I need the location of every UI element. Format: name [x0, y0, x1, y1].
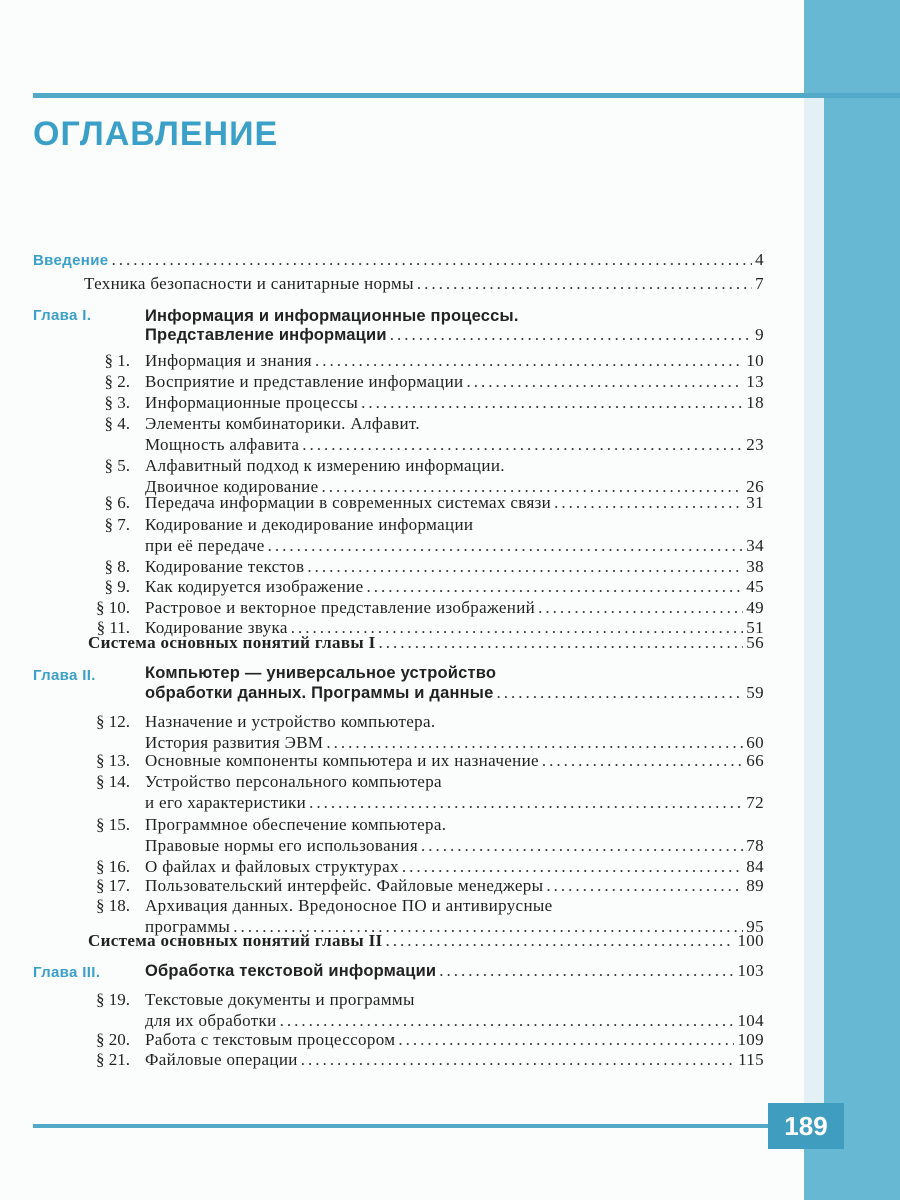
page-ref: 31: [746, 493, 764, 512]
section-title-line: Кодирование текстов: [145, 557, 305, 576]
page-ref: 23: [746, 435, 764, 454]
page-ref: 56: [746, 633, 764, 652]
section-number: § 16.: [96, 857, 130, 876]
page-ref: 7: [755, 274, 764, 293]
page-ref: 103: [737, 961, 764, 980]
leader-dots: [417, 273, 752, 295]
leader-dots: [439, 960, 734, 982]
leader-dots: [390, 324, 752, 346]
toc-entry-chapter-2[interactable]: [145, 682, 764, 704]
section-title-line: Мощность алфавита: [145, 435, 300, 454]
leader-dots: [467, 371, 744, 393]
page-ref: 51: [746, 618, 764, 637]
section-title-line: Пользовательский интерфейс. Файловые менеджеры: [145, 876, 544, 895]
entry-title: Система основных понятий главы II: [88, 931, 383, 950]
page-edge-strip: [804, 0, 900, 1200]
page-ref: 4: [755, 250, 764, 269]
page-ref: 84: [746, 857, 764, 876]
section-number: § 12.: [96, 712, 130, 731]
page-ref: 115: [738, 1050, 764, 1069]
page-ref: 38: [746, 557, 764, 576]
section-title-line: и его характеристики: [145, 793, 307, 812]
leader-dots: [309, 792, 743, 814]
toc-entry-section[interactable]: [145, 792, 764, 814]
toc-entry-section[interactable]: [145, 392, 764, 414]
toc-entry-chapter-1-summary[interactable]: [88, 632, 764, 654]
page-ref: 10: [746, 351, 764, 370]
section-title-line: Файловые операции: [145, 1050, 298, 1069]
page-ref: 34: [746, 536, 764, 555]
section-number: § 19.: [96, 990, 130, 1009]
entry-title: Система основных понятий главы I: [88, 633, 376, 652]
page-ref: 95: [746, 917, 764, 936]
toc-entry-section[interactable]: [145, 556, 764, 578]
leader-dots: [302, 434, 743, 456]
section-title-line: Информация и знания: [145, 351, 312, 370]
leader-dots: [301, 1049, 735, 1071]
page-ref: 104: [737, 1011, 764, 1030]
page-ref: 78: [746, 836, 764, 855]
section-number: § 11.: [96, 618, 130, 637]
chapter-3-label: Глава III.: [33, 964, 101, 981]
section-title-line[interactable]: Программное обеспечение компьютера.: [145, 815, 447, 834]
section-title-line[interactable]: Алфавитный подход к измерению информации.: [145, 456, 505, 475]
section-number: § 1.: [104, 351, 130, 370]
leader-dots: [307, 556, 743, 578]
section-title-line[interactable]: Кодирование и декодирование информации: [145, 515, 474, 534]
section-title-line: Передача информации в современных системах связи: [145, 493, 552, 512]
entry-title: Техника безопасности и санитарные нормы: [84, 274, 414, 293]
section-title-line: О файлах и файловых структурах: [145, 857, 399, 876]
page-ref: 100: [737, 931, 764, 950]
page-ref: 9: [755, 325, 764, 344]
page-ref: 72: [746, 793, 764, 812]
section-title-line: Информационные процессы: [145, 393, 359, 412]
section-number: § 21.: [96, 1050, 130, 1069]
section-title-line: История развития ЭВМ: [145, 733, 324, 752]
chapter-2-title-line1[interactable]: Компьютер — универсальное устройство: [145, 664, 497, 682]
toc-entry-section[interactable]: [145, 1049, 764, 1071]
section-title-line[interactable]: Элементы комбинаторики. Алфавит.: [145, 414, 421, 433]
intro-label: Введение: [33, 252, 109, 269]
leader-dots: [268, 535, 744, 557]
page-ref: 109: [737, 1030, 764, 1049]
leader-dots: [315, 350, 743, 372]
section-number: § 20.: [96, 1030, 130, 1049]
section-title-line: Работа с текстовым процессором: [145, 1030, 396, 1049]
toc-entry-section[interactable]: [145, 1029, 764, 1051]
chapter-3-title-line1: Обработка текстовой информации: [145, 962, 437, 980]
section-number: § 2.: [104, 372, 130, 391]
leader-dots: [496, 682, 743, 704]
page-number: 189: [768, 1103, 844, 1149]
leader-dots: [112, 249, 753, 271]
leader-dots: [538, 597, 743, 619]
section-number: § 4.: [104, 414, 130, 433]
page-ref: 45: [746, 577, 764, 596]
section-title-line: Как кодируется изображение: [145, 577, 364, 596]
toc-entry-chapter-3[interactable]: [145, 960, 764, 982]
toc-entry-section[interactable]: [145, 750, 764, 772]
chapter-1-title-line2: Представление информации: [145, 326, 387, 344]
section-number: § 6.: [104, 493, 130, 512]
section-title-line: Правовые нормы его использования: [145, 836, 419, 855]
section-number: § 10.: [96, 598, 130, 617]
page-ref: 49: [746, 598, 764, 617]
section-title-line: для их обработки: [145, 1011, 277, 1030]
page-ref: 59: [746, 683, 764, 702]
toc-entry-section[interactable]: [145, 434, 764, 456]
toc-entry-section[interactable]: [145, 350, 764, 372]
section-number: § 8.: [104, 557, 130, 576]
top-rule: [33, 93, 900, 98]
page-ref: 13: [746, 372, 764, 391]
leader-dots: [546, 875, 743, 897]
section-title-line: Растровое и векторное представление изображений: [145, 598, 536, 617]
section-title-line: Двоичное кодирование: [145, 477, 319, 496]
page-ref: 18: [746, 393, 764, 412]
toc-entry-chapter-2-summary[interactable]: [88, 930, 764, 952]
toc-entry-section[interactable]: [145, 597, 764, 619]
leader-dots: [367, 576, 744, 598]
section-number: § 18.: [96, 896, 130, 915]
toc-entry-intro[interactable]: [33, 249, 764, 271]
chapter-2-label: Глава II.: [33, 667, 96, 684]
section-title-line[interactable]: Устройство персонального компьютера: [145, 772, 442, 791]
leader-dots: [361, 392, 743, 414]
section-title-line: Восприятие и представление информации: [145, 372, 464, 391]
section-title-line: Основные компоненты компьютера и их назначение: [145, 751, 539, 770]
section-title-line[interactable]: Текстовые документы и программы: [145, 990, 415, 1009]
section-number: § 14.: [96, 772, 130, 791]
leader-dots: [398, 1029, 734, 1051]
section-title-line[interactable]: Архивация данных. Вредоносное ПО и антивирусные: [145, 896, 553, 915]
page-ref: 66: [746, 751, 764, 770]
section-number: § 7.: [104, 515, 130, 534]
bottom-rule: [33, 1124, 768, 1128]
page-title: ОГЛАВЛЕНИЕ: [33, 115, 279, 153]
page-ref: 26: [746, 477, 764, 496]
section-title-line: программы: [145, 917, 231, 936]
section-number: § 17.: [96, 876, 130, 895]
chapter-1-title-line1[interactable]: Информация и информационные процессы.: [145, 307, 519, 325]
section-title-line[interactable]: Назначение и устройство компьютера.: [145, 712, 436, 731]
section-title-line: при её передаче: [145, 536, 265, 555]
section-number: § 3.: [104, 393, 130, 412]
toc-entry-section[interactable]: [145, 875, 764, 897]
chapter-1-label: Глава I.: [33, 307, 92, 324]
toc-entry-section[interactable]: [145, 492, 764, 514]
section-title-line: Кодирование звука: [145, 618, 288, 637]
leader-dots: [379, 632, 744, 654]
page-edge-inner: [804, 96, 824, 1106]
leader-dots: [421, 835, 743, 857]
section-number: § 15.: [96, 815, 130, 834]
page-ref: 60: [746, 733, 764, 752]
toc-entry-section[interactable]: [145, 371, 764, 393]
toc-entry-chapter-1[interactable]: [145, 324, 764, 346]
chapter-2-title-line2: обработки данных. Программы и данные: [145, 684, 494, 702]
section-number: § 13.: [96, 751, 130, 770]
leader-dots: [554, 492, 743, 514]
toc-entry-safety[interactable]: [84, 273, 764, 295]
leader-dots: [542, 750, 743, 772]
page-ref: 89: [746, 876, 764, 895]
toc-entry-section[interactable]: [145, 576, 764, 598]
section-number: § 9.: [104, 577, 130, 596]
leader-dots: [386, 930, 735, 952]
toc-entry-section[interactable]: [145, 835, 764, 857]
section-number: § 5.: [104, 456, 130, 475]
toc-entry-section[interactable]: [145, 535, 764, 557]
